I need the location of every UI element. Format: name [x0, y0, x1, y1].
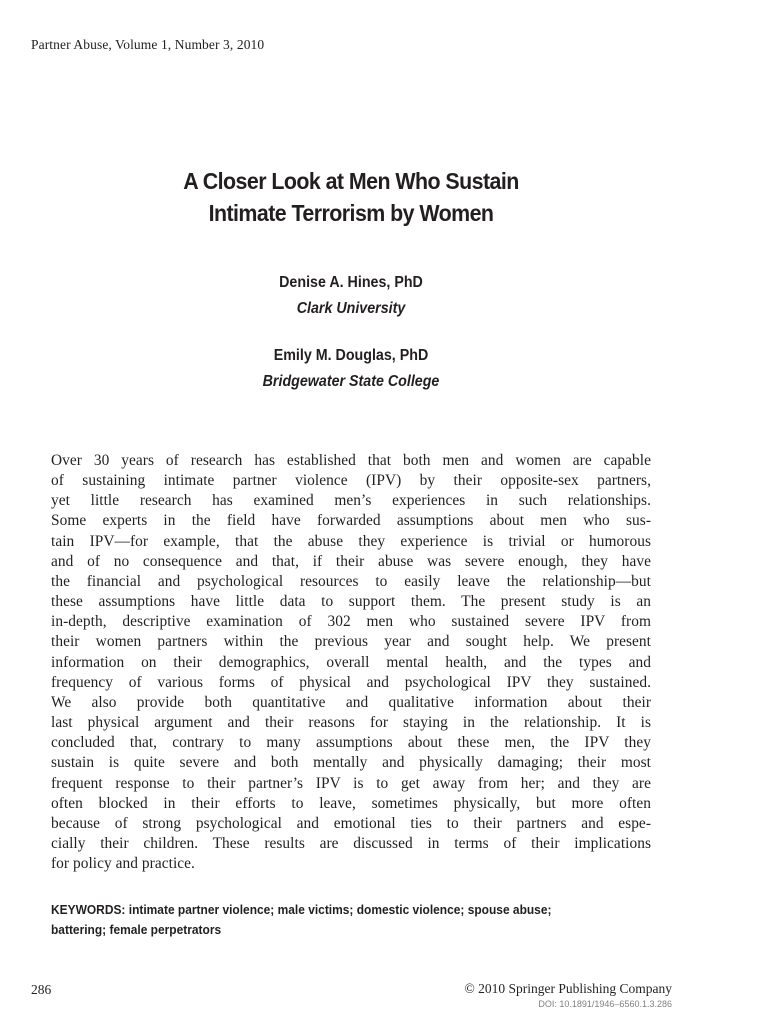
author-affiliation: Bridgewater State College [262, 373, 440, 390]
abstract-line: the financial and psychological resources to easily leave the relationship—but [51, 572, 651, 590]
author-affiliation: Clark University [296, 300, 406, 317]
abstract-line: We also provide both quantitative and qualitative information about their [51, 693, 651, 711]
abstract-line: concluded that, contrary to many assumptions about these men, the IPV they [51, 734, 651, 752]
abstract-line: for policy and practice. [51, 855, 195, 873]
author-block-2 [28, 343, 674, 395]
abstract-line: and of no consequence and that, if their abuse was severe enough, they have [51, 552, 651, 570]
abstract-line: in-depth, descriptive examination of 302 men who sustained severe IPV from [51, 613, 651, 631]
article-title [25, 165, 678, 229]
abstract-line: these assumptions have little data to support them. The present study is an [51, 593, 651, 611]
page-number: 286 [31, 982, 52, 997]
abstract-line: sustain is quite severe and both mentally and physically damaging; their most [51, 754, 651, 772]
author-block-1 [28, 270, 674, 322]
abstract-line: Over 30 years of research has established that both men and women are capable [51, 452, 651, 469]
abstract-line: yet little research has examined men’s experiences in such relationships. [51, 492, 651, 510]
copyright-notice: © 2010 Springer Publishing Company [464, 981, 672, 996]
abstract-line: often blocked in their efforts to leave, sometimes physically, but more often [51, 794, 651, 812]
abstract-line: information on their demographics, overall mental health, and the types and [51, 653, 651, 671]
title-line-1: A Closer Look at Men Who Sustain [183, 168, 519, 194]
abstract [51, 451, 651, 874]
author-name: Denise A. Hines, PhD [279, 274, 423, 291]
abstract-line: cially their children. These results are discussed in terms of their implications [51, 834, 651, 852]
author-name: Emily M. Douglas, PhD [273, 347, 429, 364]
abstract-line: tain IPV—for example, that the abuse they experience is trivial or humorous [51, 532, 651, 550]
keywords-text: intimate partner violence; male victims; domestic violence; spouse abuse; battering; female perpetrators [51, 902, 552, 937]
abstract-line: Some experts in the field have forwarded assumptions about men who sus- [51, 512, 651, 530]
keywords [51, 900, 603, 940]
keywords-label: KEYWORDS: [51, 902, 126, 917]
abstract-line: frequency of various forms of physical and psychological IPV they sustained. [51, 673, 651, 691]
running-head: Partner Abuse, Volume 1, Number 3, 2010 [31, 37, 265, 52]
abstract-line: frequent response to their partner’s IPV is to get away from her; and they are [51, 774, 651, 792]
abstract-line: last physical argument and their reasons for staying in the relationship. It is [51, 714, 651, 732]
doi: DOI: 10.1891/1946–6560.1.3.286 [538, 999, 672, 1009]
abstract-line: their women partners within the previous year and sought help. We present [51, 633, 651, 651]
title-line-2: Intimate Terrorism by Women [208, 200, 494, 226]
abstract-line: because of strong psychological and emotional ties to their partners and espe- [51, 814, 651, 832]
abstract-line: of sustaining intimate partner violence (IPV) by their opposite-sex partners, [51, 472, 651, 490]
